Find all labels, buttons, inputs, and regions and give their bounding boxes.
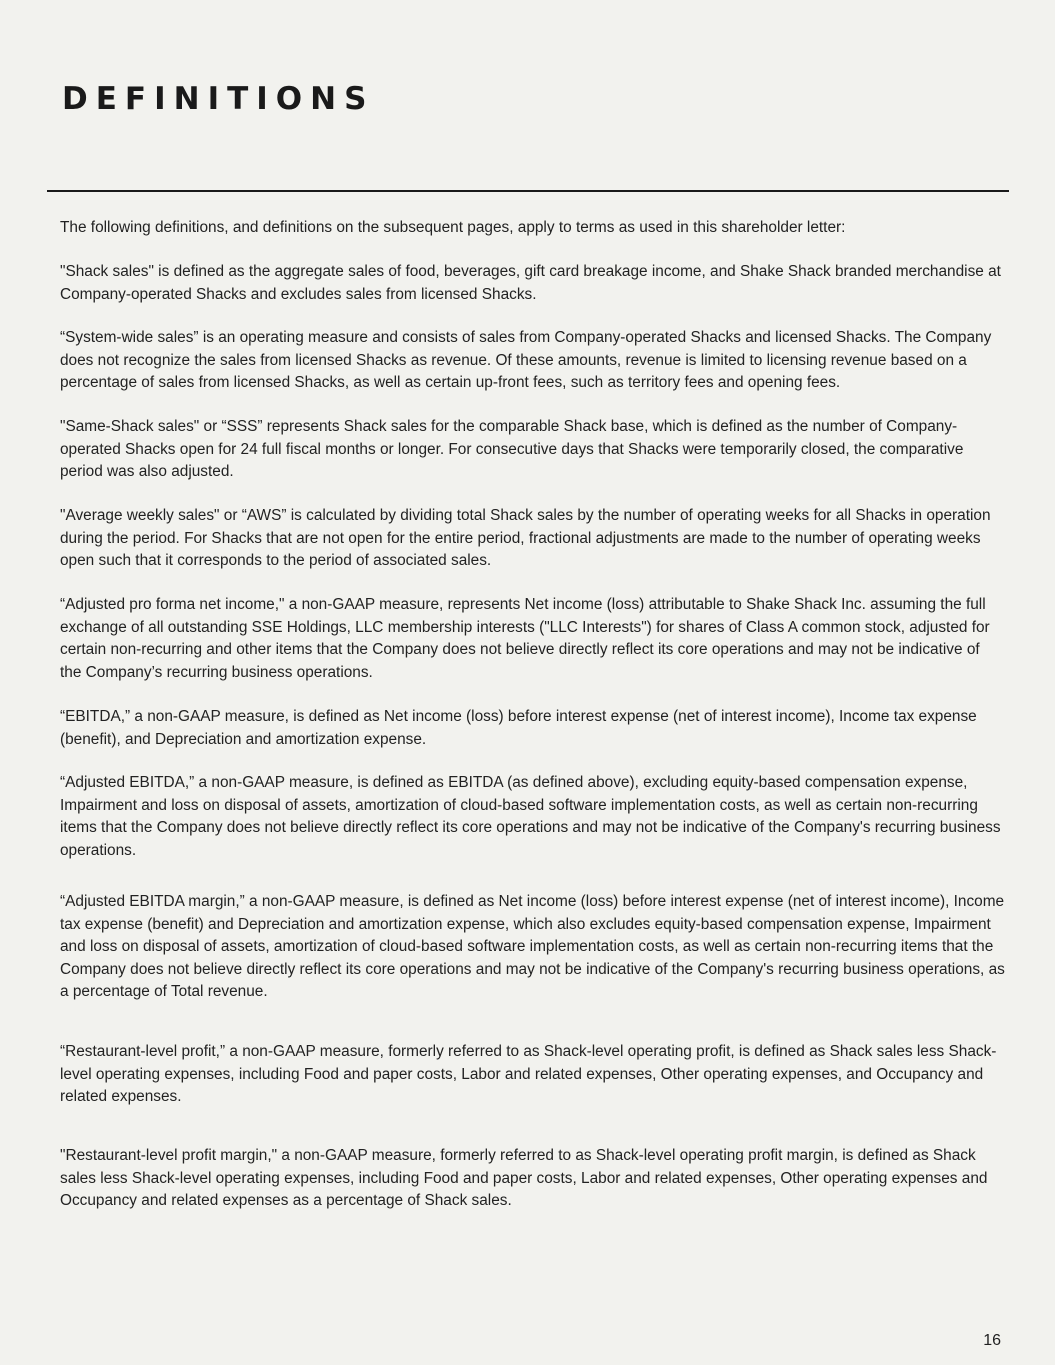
definition-adjusted-ebitda-margin: “Adjusted EBITDA margin,” a non-GAAP measure, is defined as Net income (loss) before interest expense (net of interest income), Income tax expense (benefit) and Depreciation and amortization expense, which also excludes equity-based compensation expense, Impairment and loss on disposal of assets, amortization of cloud-based software implementation costs, as well as certain non-recurring items that the Company does not believe directly reflect its core operations and may not be indicative of the Company's recurring business operations, as a percentage of Total revenue. [60, 893, 1005, 1000]
page-number: 16 [983, 1332, 1001, 1349]
intro-paragraph: The following definitions, and definitions on the subsequent pages, apply to terms as used in this shareholder letter: [60, 219, 846, 236]
definition-shack-sales: "Shack sales" is defined as the aggregate sales of food, beverages, gift card breakage income, and Shake Shack branded merchandise at Company-operated Shacks and excludes sales from licensed Shacks. [60, 263, 1001, 303]
definition-same-shack-sales: "Same-Shack sales" or “SSS” represents Shack sales for the comparable Shack base, which is defined as the number of Company-operated Shacks open for 24 full fiscal months or longer. For consecutive days that Shacks were temporarily closed, the comparative period was also adjusted. [60, 418, 964, 480]
page-title: DEFINITIONS [62, 81, 375, 117]
definition-adjusted-pro-forma-net-income: “Adjusted pro forma net income," a non-GAAP measure, represents Net income (loss) attributable to Shake Shack Inc. assuming the full exchange of all outstanding SSE Holdings, LLC membership interests ("LLC Interests") for shares of Class A common stock, adjusted for certain non-recurring and other items that the Company does not believe directly reflect its core operations and may not be indicative of the Company’s recurring business operations. [60, 596, 990, 681]
definition-adjusted-ebitda: “Adjusted EBITDA,” a non-GAAP measure, is defined as EBITDA (as defined above), excluding equity-based compensation expense, Impairment and loss on disposal of assets, amortization of cloud-based software implementation costs, as well as certain non-recurring items that the Company does not believe directly reflect its core operations and may not be indicative of the Company's recurring business operations. [60, 774, 1001, 859]
definition-average-weekly-sales: "Average weekly sales" or “AWS” is calculated by dividing total Shack sales by the number of operating weeks for all Shacks in operation during the period. For Shacks that are not open for the entire period, fractional adjustments are made to the number of operating weeks open such that it corresponds to the period of associated sales. [60, 507, 991, 569]
definition-system-wide-sales: “System-wide sales” is an operating measure and consists of sales from Company-operated Shacks and licensed Shacks. The Company does not recognize the sales from licensed Shacks as revenue. Of these amounts, revenue is limited to licensing revenue based on a percentage of sales from licensed Shacks, as well as certain up-front fees, such as territory fees and opening fees. [60, 329, 992, 391]
definition-restaurant-level-profit: “Restaurant-level profit,” a non-GAAP measure, formerly referred to as Shack-level operating profit, is defined as Shack sales less Shack-level operating expenses, including Food and paper costs, Labor and related expenses, Other operating expenses, and Occupancy and related expenses. [60, 1043, 997, 1105]
title-divider [47, 190, 1009, 192]
definition-restaurant-level-profit-margin: "Restaurant-level profit margin," a non-GAAP measure, formerly referred to as Shack-level operating profit margin, is defined as Shack sales less Shack-level operating expenses, including Food and paper costs, Labor and related expenses, Other operating expenses and Occupancy and related expenses as a percentage of Shack sales. [60, 1147, 988, 1209]
definition-ebitda: “EBITDA,” a non-GAAP measure, is defined as Net income (loss) before interest expense (net of interest income), Income tax expense (benefit), and Depreciation and amortization expense. [60, 708, 977, 748]
